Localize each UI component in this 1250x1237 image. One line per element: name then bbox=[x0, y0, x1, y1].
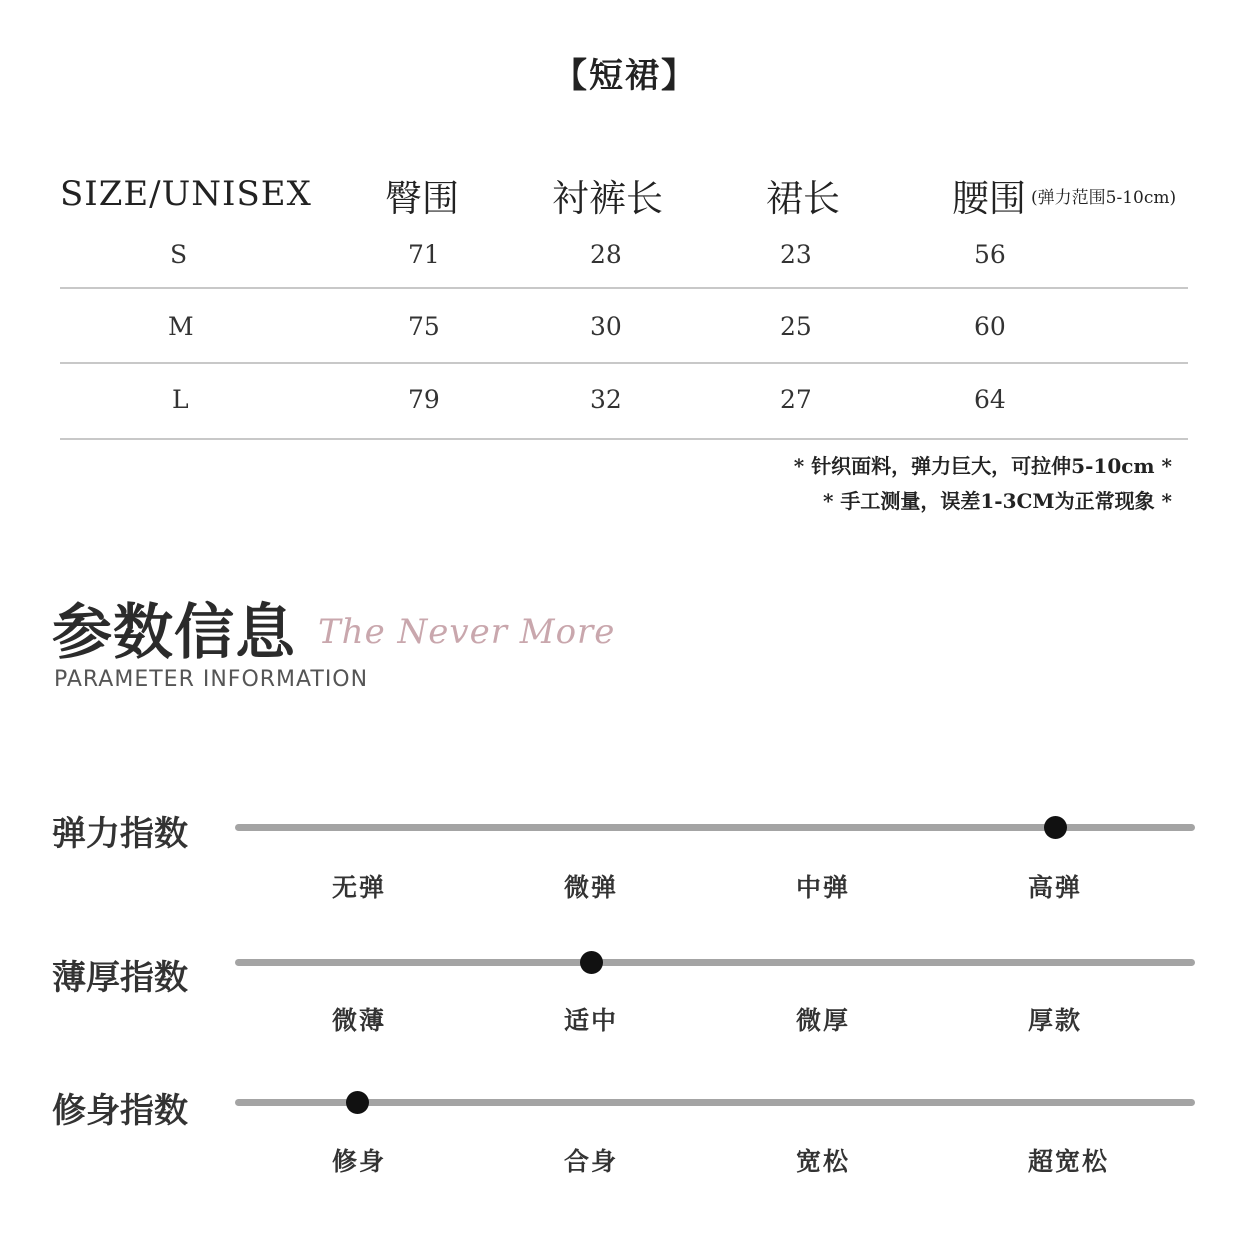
fit-track bbox=[235, 1099, 1195, 1106]
thickness-option: 厚款 bbox=[1028, 1006, 1083, 1035]
fit-label: 修身指数 bbox=[52, 1091, 188, 1131]
header-inner-shorts: 衬裤长 bbox=[552, 177, 663, 220]
fabric-note: * 针织面料，弹力巨大，可拉伸5-10cm * bbox=[793, 454, 1172, 478]
table-cell-size: L bbox=[172, 385, 189, 414]
thickness-option: 适中 bbox=[564, 1006, 619, 1035]
thickness-option: 微厚 bbox=[796, 1006, 851, 1035]
table-cell-hip: 79 bbox=[408, 385, 440, 414]
table-cell-waist: 60 bbox=[974, 312, 1006, 341]
thickness-label: 薄厚指数 bbox=[52, 958, 188, 998]
header-hip: 臀围 bbox=[385, 177, 459, 220]
header-waist: 腰围 bbox=[952, 177, 1026, 220]
table-cell-inner-shorts: 30 bbox=[590, 312, 622, 341]
page-title: 【短裙】 bbox=[553, 56, 697, 96]
elasticity-knob bbox=[1044, 816, 1067, 839]
row-divider bbox=[60, 287, 1188, 289]
header-size: SIZE/UNISEX bbox=[60, 174, 312, 214]
header-waist-note: (弹力范围5-10cm) bbox=[1031, 188, 1177, 208]
fit-option: 超宽松 bbox=[1028, 1147, 1110, 1176]
elasticity-option: 高弹 bbox=[1028, 873, 1083, 902]
table-cell-inner-shorts: 32 bbox=[590, 385, 622, 414]
table-cell-skirt-length: 25 bbox=[780, 312, 812, 341]
measurement-note: * 手工测量，误差1-3CM为正常现象 * bbox=[822, 489, 1172, 513]
row-divider bbox=[60, 438, 1188, 440]
elasticity-option: 无弹 bbox=[332, 873, 387, 902]
brand-script: The Never More bbox=[318, 612, 616, 652]
header-skirt-length: 裙长 bbox=[766, 177, 840, 220]
thickness-knob bbox=[580, 951, 603, 974]
elasticity-option: 中弹 bbox=[796, 873, 851, 902]
table-cell-size: S bbox=[170, 240, 188, 269]
table-cell-waist: 64 bbox=[974, 385, 1006, 414]
fit-option: 宽松 bbox=[796, 1147, 851, 1176]
parameter-subtitle: PARAMETER INFORMATION bbox=[54, 667, 369, 692]
table-cell-waist: 56 bbox=[974, 240, 1006, 269]
table-cell-skirt-length: 27 bbox=[780, 385, 812, 414]
thickness-track bbox=[235, 959, 1195, 966]
elasticity-option: 微弹 bbox=[564, 873, 619, 902]
fit-option: 合身 bbox=[564, 1147, 619, 1176]
table-cell-size: M bbox=[168, 312, 194, 341]
parameter-title: 参数信息 bbox=[52, 598, 296, 668]
row-divider bbox=[60, 362, 1188, 364]
fit-option: 修身 bbox=[332, 1147, 387, 1176]
table-cell-hip: 71 bbox=[408, 240, 440, 269]
table-cell-inner-shorts: 28 bbox=[590, 240, 622, 269]
elasticity-label: 弹力指数 bbox=[52, 814, 188, 854]
thickness-option: 微薄 bbox=[332, 1006, 387, 1035]
table-cell-hip: 75 bbox=[408, 312, 440, 341]
fit-knob bbox=[346, 1091, 369, 1114]
table-cell-skirt-length: 23 bbox=[780, 240, 812, 269]
